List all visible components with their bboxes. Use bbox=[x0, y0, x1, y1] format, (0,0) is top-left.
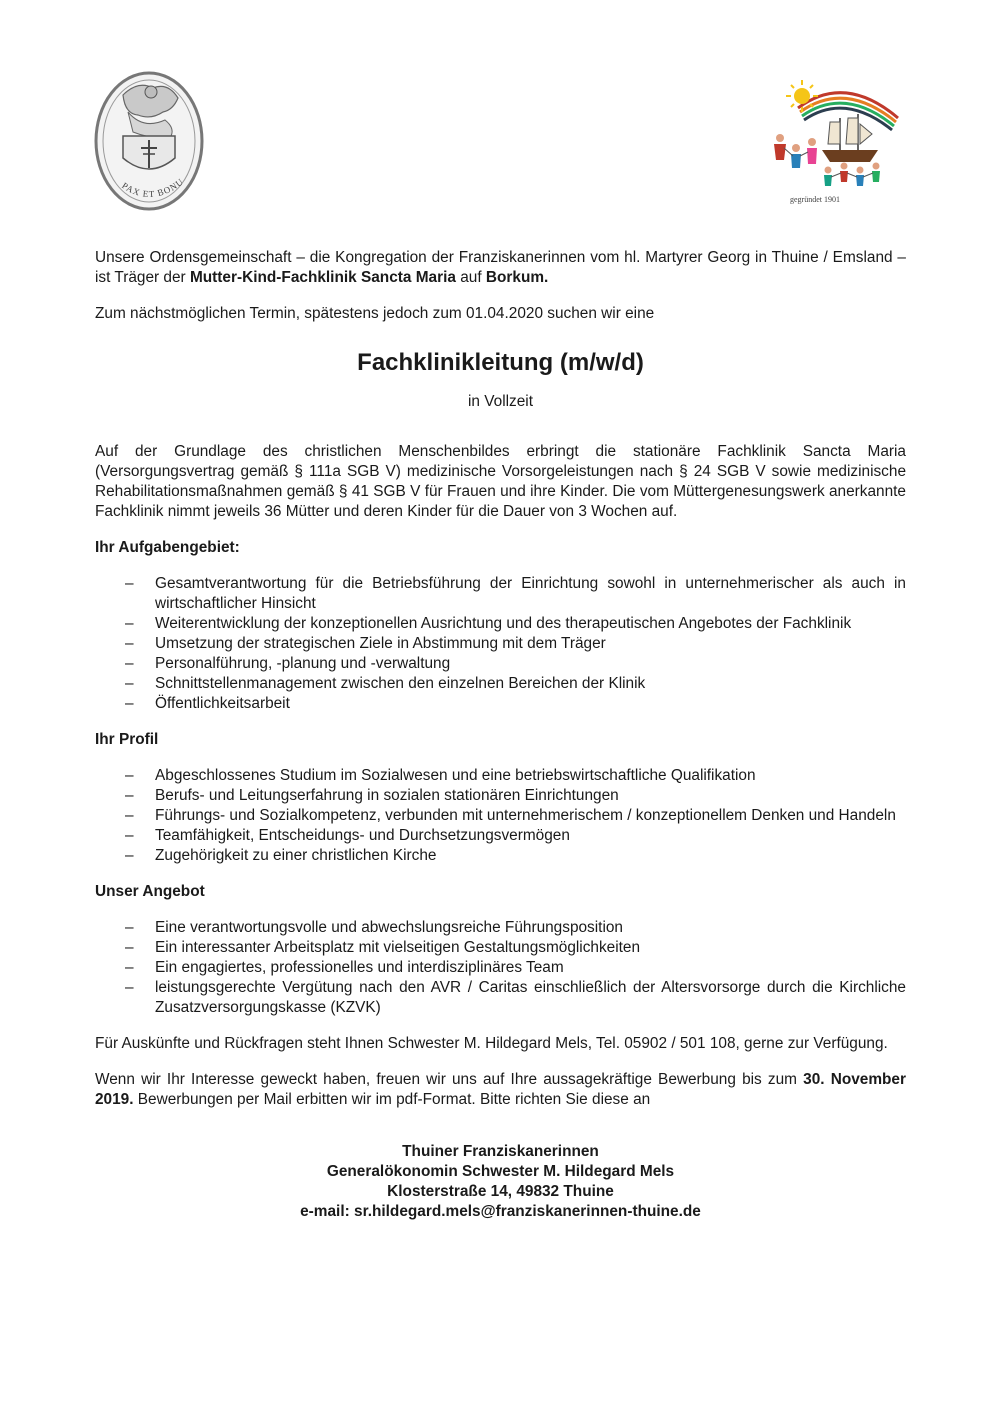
list-item: – Umsetzung der strategischen Ziele in Abstimmung mit dem Träger bbox=[125, 635, 606, 652]
document-body bbox=[95, 248, 906, 1222]
order-seal-logo bbox=[93, 70, 205, 212]
profile-list bbox=[95, 766, 906, 866]
list-item: – Weiterentwicklung der konzeptionellen Ausrichtung und des therapeutischen Angebotes der Fachklinik bbox=[125, 615, 852, 632]
tasks-list bbox=[95, 574, 906, 714]
job-title: Fachklinikleitung (m/w/d) bbox=[357, 349, 644, 376]
list-item: – Teamfähigkeit, Entscheidungs- und Durchsetzungsvermögen bbox=[125, 827, 570, 844]
list-item: – Zugehörigkeit zu einer christlichen Kirche bbox=[125, 847, 437, 864]
list-item: – leistungsgerechte Vergütung nach den AVR / Caritas einschließlich der Altersvorsorge durch die Kirchliche Zusatzversorgungskasse (KZVK) bbox=[125, 979, 906, 1016]
address-org: Thuiner Franziskanerinnen bbox=[402, 1143, 599, 1160]
address-person: Generalökonomin Schwester M. Hildegard Mels bbox=[326, 1163, 675, 1180]
address-block bbox=[95, 1142, 906, 1222]
contact-paragraph: Für Auskünfte und Rückfragen steht Ihnen Schwester M. Hildegard Mels, Tel. 05902 / 501 108, gerne zur Verfügung. bbox=[95, 1035, 888, 1052]
list-item: – Führungs- und Sozialkompetenz, verbunden mit unternehmerischem / konzeptionellem Denken und Handeln bbox=[125, 807, 896, 824]
offer-heading: Unser Angebot bbox=[95, 883, 205, 900]
clinic-location: Borkum. bbox=[485, 269, 549, 286]
offer-list bbox=[95, 918, 906, 1018]
intro-paragraph: Unsere Ordensgemeinschaft – die Kongregation der Franziskanerinnen vom hl. Martyrer Georg in Thuine / Emsland – ist Träger der Mutter-Kind-Fachklinik Sancta Maria auf Borkum. bbox=[95, 249, 906, 286]
job-subtitle: in Vollzeit bbox=[467, 393, 534, 410]
list-item: – Berufs- und Leitungserfahrung in sozialen stationären Einrichtungen bbox=[125, 787, 619, 804]
seal-motto: PAX ET BONU bbox=[120, 176, 186, 200]
clinic-logo bbox=[760, 78, 910, 208]
search-sentence: Zum nächstmöglichen Termin, spätestens jedoch zum 01.04.2020 suchen wir eine bbox=[95, 305, 655, 322]
application-paragraph: Wenn wir Ihr Interesse geweckt haben, freuen wir uns auf Ihre aussagekräftige Bewerbung bis zum 30. November 2019. Bewerbungen per Mail erbitten wir im pdf-Format. Bitte richten Sie diese an bbox=[95, 1071, 906, 1108]
address-street: Klosterstraße 14, 49832 Thuine bbox=[387, 1183, 614, 1200]
list-item: – Gesamtverantwortung für die Betriebsführung der Einrichtung sowohl in unternehmerischer als auch in wirtschaftlicher Hinsicht bbox=[125, 575, 906, 612]
deadline-date: 30. November 2019. bbox=[95, 1071, 906, 1108]
description-paragraph: Auf der Grundlage des christlichen Menschenbildes erbringt die stationäre Fachklinik Sancta Maria (Versorgungsvertrag gemäß § 111a SGB V) medizinische Vorsorgeleistungen nach § 24 SGB V sowie medizinische Rehabilitationsmaßnahmen gemäß § 41 SGB V für Frauen und ihre Kinder. Die vom Müttergenesungswerk anerkannte Fachklinik nimmt jeweils 36 Mütter und deren Kinder für die Dauer von 3 Wochen auf. bbox=[95, 443, 906, 520]
list-item: – Ein engagiertes, professionelles und interdisziplinäres Team bbox=[125, 959, 564, 976]
list-item: – Öffentlichkeitsarbeit bbox=[125, 695, 290, 712]
list-item: – Schnittstellenmanagement zwischen den einzelnen Bereichen der Klinik bbox=[125, 675, 646, 692]
list-item: – Ein interessanter Arbeitsplatz mit vielseitigen Gestaltungsmöglichkeiten bbox=[125, 939, 641, 956]
list-item: – Abgeschlossenes Studium im Sozialwesen und eine betriebswirtschaftliche Qualifikation bbox=[125, 767, 756, 784]
profile-heading: Ihr Profil bbox=[95, 731, 159, 748]
list-item: – Personalführung, -planung und -verwaltung bbox=[125, 655, 451, 672]
clinic-name: Mutter-Kind-Fachklinik Sancta Maria bbox=[189, 269, 456, 286]
address-email[interactable]: e-mail: sr.hildegard.mels@franziskanerinnen-thuine.de bbox=[300, 1203, 701, 1220]
list-item: – Eine verantwortungsvolle und abwechslungsreiche Führungsposition bbox=[125, 919, 623, 936]
founded-label: gegründet 1901 bbox=[790, 195, 840, 204]
tasks-heading: Ihr Aufgabengebiet: bbox=[95, 539, 240, 556]
